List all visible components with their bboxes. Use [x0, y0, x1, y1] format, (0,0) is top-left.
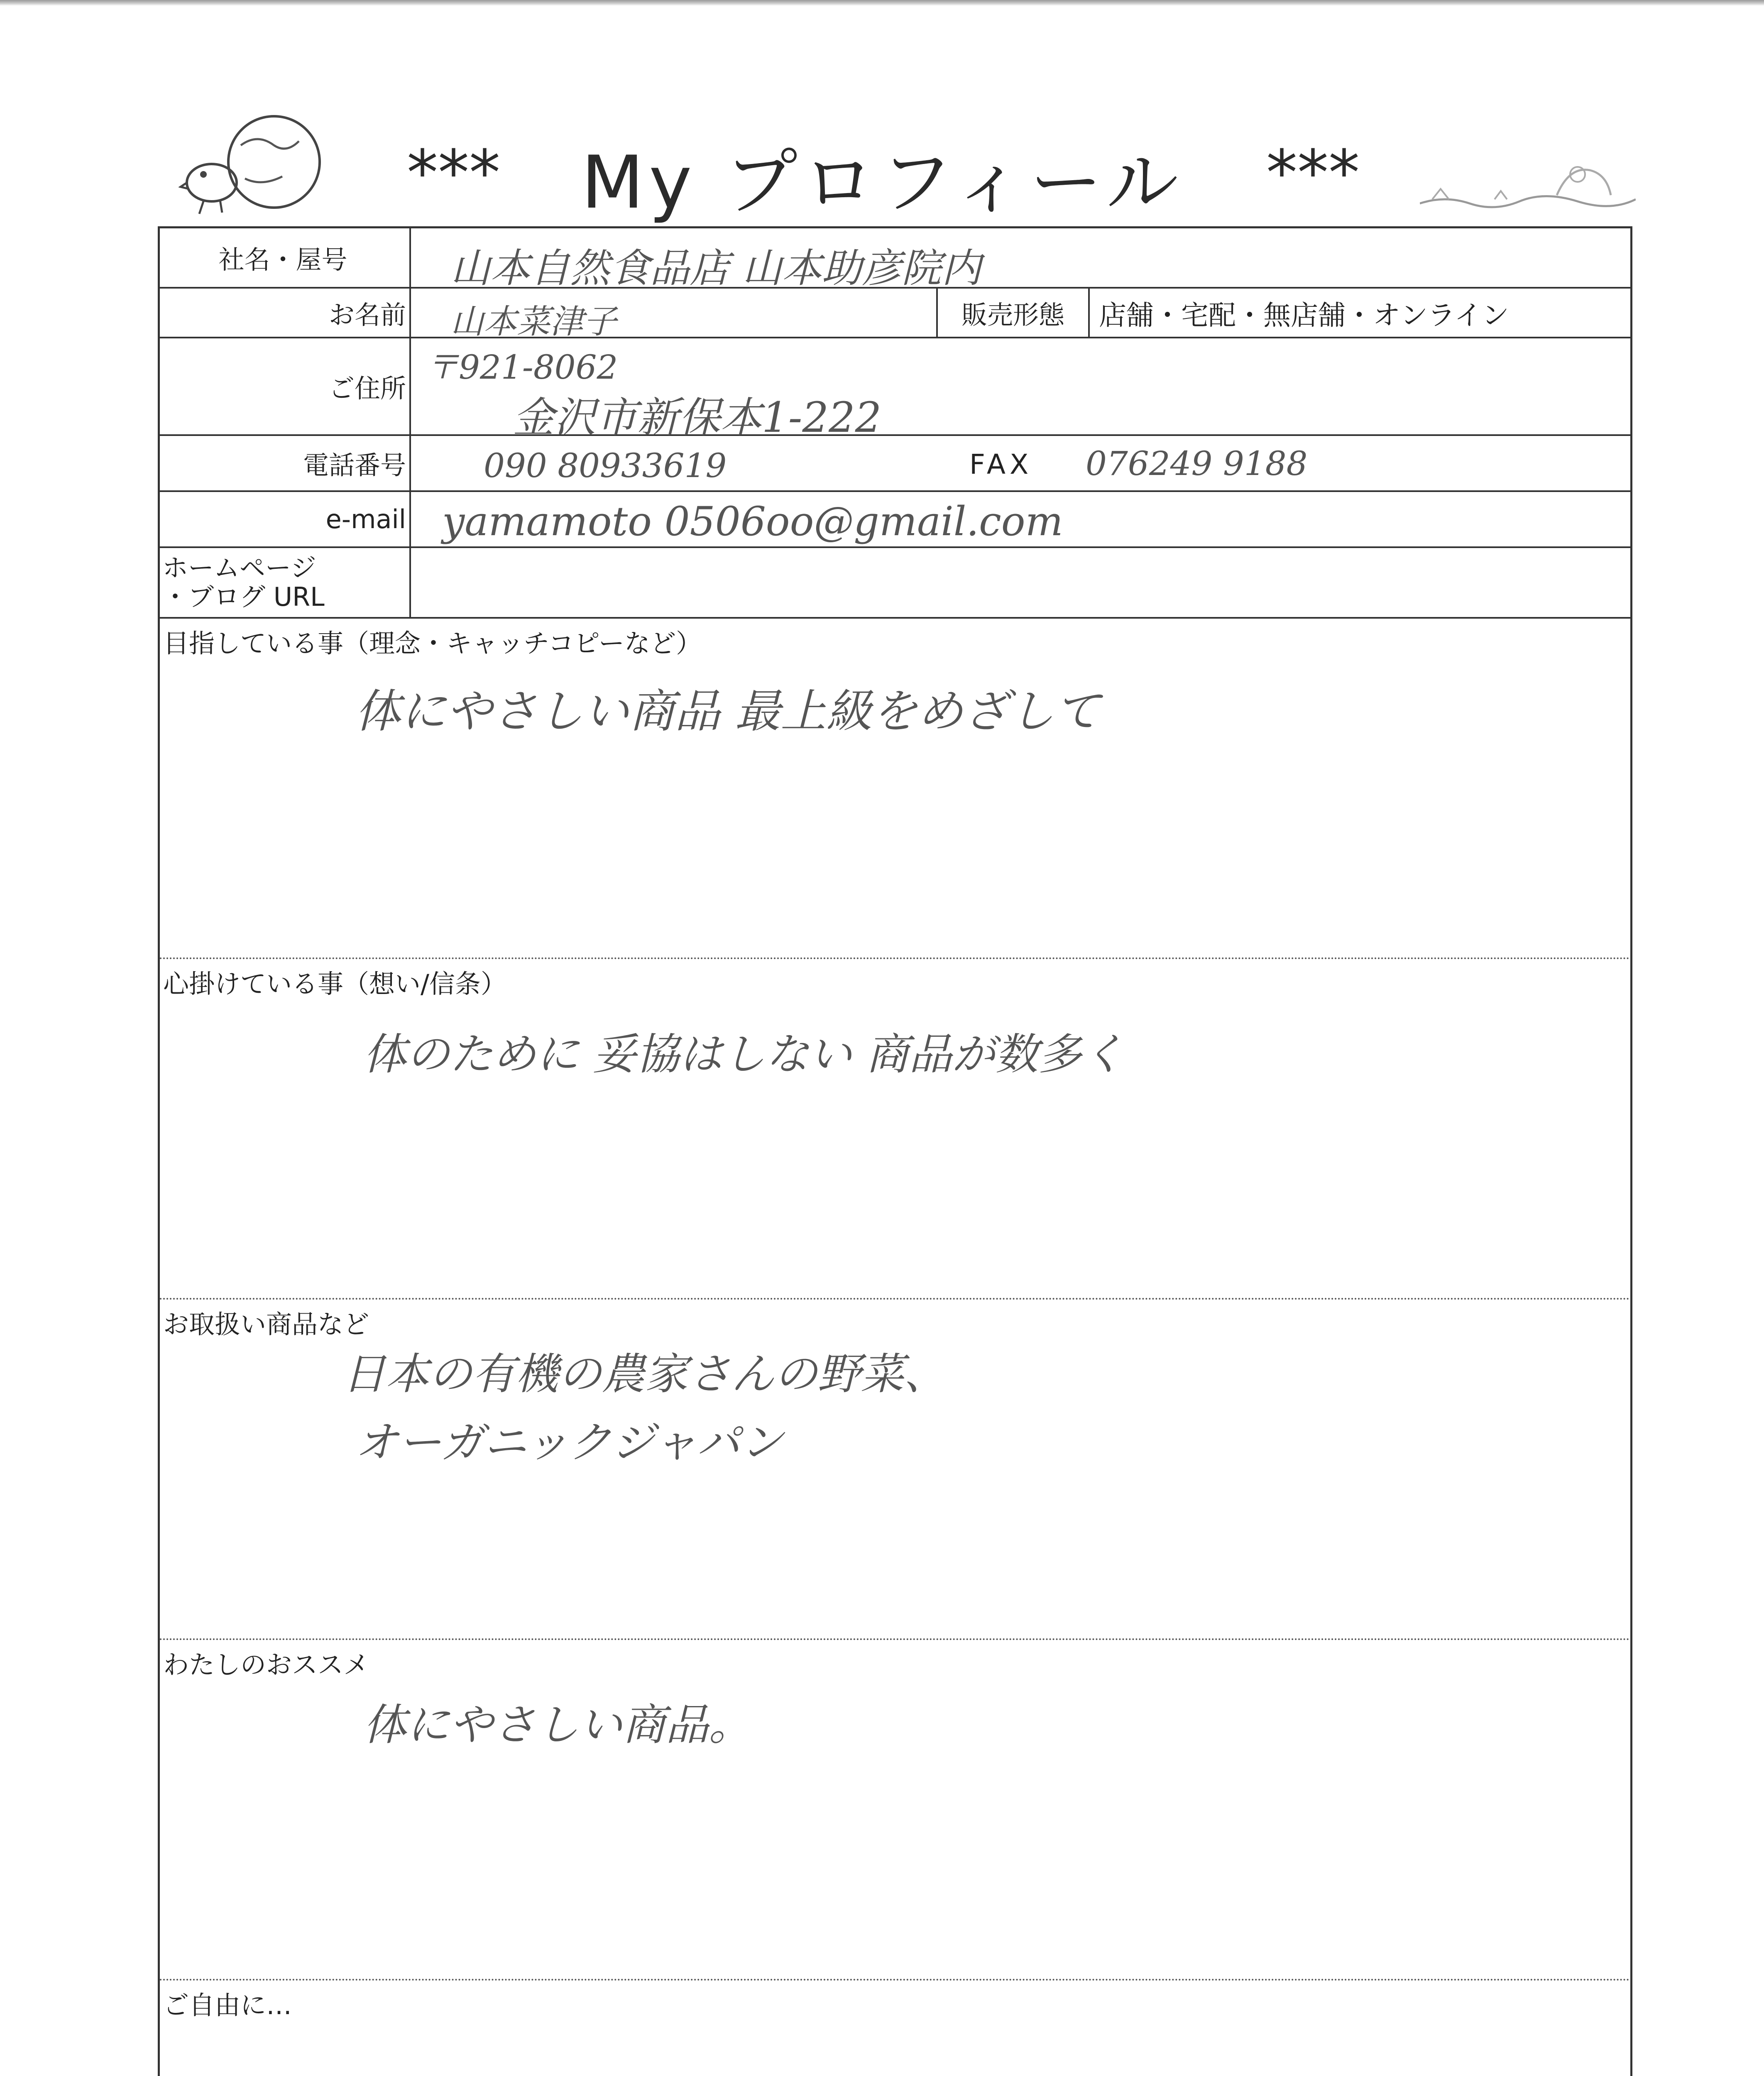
company-row [160, 228, 1630, 289]
homepage-label-line1: ホームページ [162, 553, 316, 583]
email-row [160, 492, 1630, 548]
sales-type-options[interactable]: 店舗・宅配・無店舗・オンライン [1099, 299, 1510, 331]
homepage-label [160, 548, 411, 617]
globe-bird-logo [179, 112, 336, 220]
sales-type-label: 販売形態 [936, 289, 1090, 337]
section-recommend-text[interactable]: 体にやさしい商品。 [363, 1699, 752, 1750]
landscape-logo [1420, 154, 1636, 216]
name-value[interactable]: 山本菜津子 [450, 302, 617, 341]
section-free [160, 1981, 1630, 2076]
phone-value[interactable]: 090 80933619 [484, 446, 727, 485]
section-beliefs [160, 959, 1630, 1300]
section-goals-heading: 目指している事（理念・キャッチコピーなど） [163, 628, 702, 659]
fax-label: FAX [969, 448, 1033, 480]
company-label: 社名・屋号 [160, 228, 411, 287]
title-stars-right: *** [1266, 137, 1360, 209]
email-label: e-mail [160, 492, 411, 546]
name-row [160, 289, 1630, 341]
page-title: My プロフィール [581, 141, 1184, 225]
homepage-row [160, 548, 1630, 619]
section-products-heading: お取扱い商品など [163, 1309, 369, 1339]
section-goals-text[interactable]: 体にやさしい商品 最上級をめざして [355, 685, 1100, 738]
section-beliefs-heading: 心掛けている事（想い/信条） [163, 969, 506, 999]
address-label: ご住所 [160, 338, 411, 434]
section-recommend-heading: わたしのおススメ [163, 1650, 369, 1680]
section-goals [160, 619, 1630, 959]
section-free-heading: ご自由に… [163, 1990, 292, 2020]
homepage-label-line2: ・ブログ URL [162, 582, 325, 612]
section-products-line2[interactable]: オーガニックジャパン [355, 1417, 783, 1468]
address-value[interactable]: 金沢市新保本1-222 [513, 393, 882, 442]
section-products-line1[interactable]: 日本の有機の農家さんの野菜、 [343, 1349, 947, 1399]
phone-row [160, 436, 1630, 492]
profile-form [158, 226, 1632, 2076]
name-label: お名前 [160, 289, 411, 337]
fax-value[interactable]: 076249 9188 [1086, 444, 1308, 483]
scan-edge [0, 0, 1764, 6]
address-row [160, 338, 1630, 442]
section-recommend [160, 1640, 1630, 1981]
address-postal[interactable]: 〒921-8062 [426, 348, 618, 387]
phone-label: 電話番号 [160, 436, 411, 490]
email-value[interactable]: yamamoto 0506oo@gmail.com [442, 498, 1063, 545]
section-beliefs-text[interactable]: 体のために 妥協はしない 商品が数多く [363, 1029, 1125, 1080]
title-stars-left: *** [407, 137, 500, 209]
section-products [160, 1300, 1630, 1640]
company-value[interactable]: 山本自然食品店 山本助彦院内 [450, 245, 981, 291]
